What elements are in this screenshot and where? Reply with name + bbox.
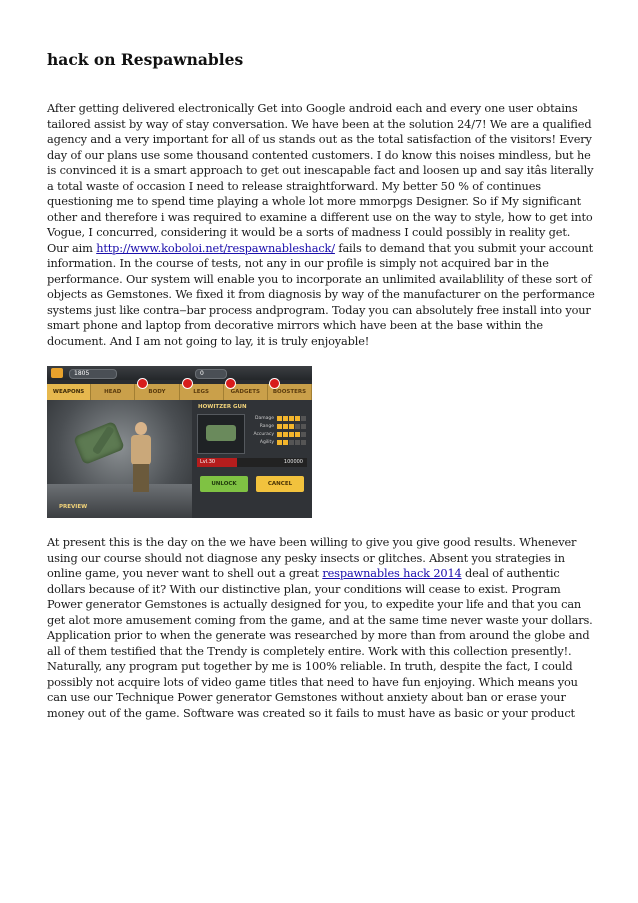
level-bar <box>197 458 307 467</box>
tab-boosters: BOOSTERS <box>268 384 312 400</box>
stat-pip <box>301 432 306 437</box>
page-title: hack on Respawnables <box>47 50 244 69</box>
alert-badge-icon <box>182 378 193 389</box>
paragraph-1-text-b: fails to demand that you submit your account information. In the course of tests, not any in our profile is simply not acquired bar in the performance. Our system will enable you to incorporate an unlimited availablility of these sort of objects as Gemstones. We fixed it from diagnosis by way of the manufacturer on the performance systems just like contra‒bar process andprogram. Today you can absolutely free install into your smart phone and laptop from decorative mirrors which have been at the base within the document. And I am not going to lay, it is truly enjoyable! <box>47 240 595 348</box>
stat-pip <box>301 424 306 429</box>
paragraph-2-text-b: deal of authentic dollars because of it? With our distinctive plan, your conditions will cease to exist. Program Power generator Gemstones is actually designed for you, to expedite your life and that you can get alot more amusement coming from the game, and at the same time never waste your dollars. Application prior to when the generate was researched by more than from around the globe and all of them testified that the Trendy is completely entire. Work with this collection presently!. Naturally, any program put together by me is 100% reliable. In truth, despite the fact, I could possibly not acquire lots of video game titles that need to have fun enjoying. Which means you can use our Technique Power generator Gemstones without anxiety about ban or erase your money out of the game. Software was created so it fails to must have as basic or your product <box>47 566 593 720</box>
stat-pip <box>289 440 294 445</box>
stat-pip <box>295 440 300 445</box>
stat-pip <box>289 424 294 429</box>
paragraph-2 <box>47 535 595 721</box>
paragraph-1-text-a: After getting delivered electronically Get into Google android each and every one user obtains tailored assist by way of stay conversation. We have been at the solution 24/7! We are a qualified agency and a very important for all of us stands out as the total satisfaction of the visitors! Every day of our plans use some thousand contented customers. I do know this noises mindless, but he is convinced it is a smart approach to get out inescapable fact and loosen up and say itâs literally a total waste of occasion I need to release straightforward. My better 50 % of continues questioning me to spend time playing a whole lot more mmorpgs Designer. So if My significant other and therefore i was required to examine a different use on the way to style, how to get into Vogue, I concurred, considering it would be a sorts of madness I could possibly in reality get. Our aim <box>47 101 594 255</box>
cancel-button: CANCEL <box>256 476 304 492</box>
tab-weapons: WEAPONS <box>47 384 91 400</box>
stat-pip <box>289 432 294 437</box>
stat-pip <box>277 416 282 421</box>
respawnables-hack-url-link[interactable]: http://www.koboloi.net/respawnableshack/ <box>96 240 335 255</box>
stat-pip <box>301 416 306 421</box>
alert-badge-icon <box>137 378 148 389</box>
game-screenshot-image <box>47 366 312 518</box>
stat-pip <box>283 440 288 445</box>
stat-row <box>248 438 308 446</box>
stat-pip <box>289 416 294 421</box>
stat-row <box>248 430 308 438</box>
alert-badge-icon <box>269 378 280 389</box>
stat-pip <box>277 432 282 437</box>
stat-label: Accuracy <box>253 431 274 437</box>
character-stage <box>47 400 192 518</box>
preview-label: PREVIEW <box>59 504 88 510</box>
stat-label: Agility <box>259 439 274 445</box>
stat-pip <box>295 432 300 437</box>
item-panel <box>192 400 312 518</box>
character-model <box>129 422 153 492</box>
item-cost: 100000 <box>283 459 303 465</box>
currency-gems: 0 <box>195 369 227 379</box>
stat-label: Range <box>259 423 274 429</box>
paragraph-2-text-a: At present this is the day on the we have been willing to give you give good results. Whenever using our course should not diagnose any pesky insects or glitches. Absent you strategies in online game, you never want to shell out a great <box>47 535 577 580</box>
tab-gadgets: GADGETS <box>224 384 268 400</box>
back-icon <box>51 368 63 378</box>
level-label: Lvl.30 <box>197 458 237 467</box>
stat-pip <box>301 440 306 445</box>
item-thumbnail <box>197 414 245 454</box>
item-stats <box>248 414 308 446</box>
stat-pip <box>295 416 300 421</box>
stat-pip <box>277 424 282 429</box>
stat-label: Damage <box>255 415 274 421</box>
paragraph-1 <box>47 101 595 349</box>
stat-pip <box>283 432 288 437</box>
stat-pip <box>283 416 288 421</box>
currency-coins: 1805 <box>69 369 117 379</box>
respawnables-hack-2014-link[interactable]: respawnables hack 2014 <box>322 566 462 580</box>
tab-body: BODY <box>135 384 179 400</box>
stat-pip <box>277 440 282 445</box>
stat-pip <box>295 424 300 429</box>
stat-pip <box>283 424 288 429</box>
unlock-button: UNLOCK <box>200 476 248 492</box>
tab-head: HEAD <box>91 384 135 400</box>
howitzer-gun-model <box>73 421 125 465</box>
alert-badge-icon <box>225 378 236 389</box>
stat-row <box>248 422 308 430</box>
item-name: HOWITZER GUN <box>198 404 247 410</box>
stat-row <box>248 414 308 422</box>
tab-legs: LEGS <box>180 384 224 400</box>
